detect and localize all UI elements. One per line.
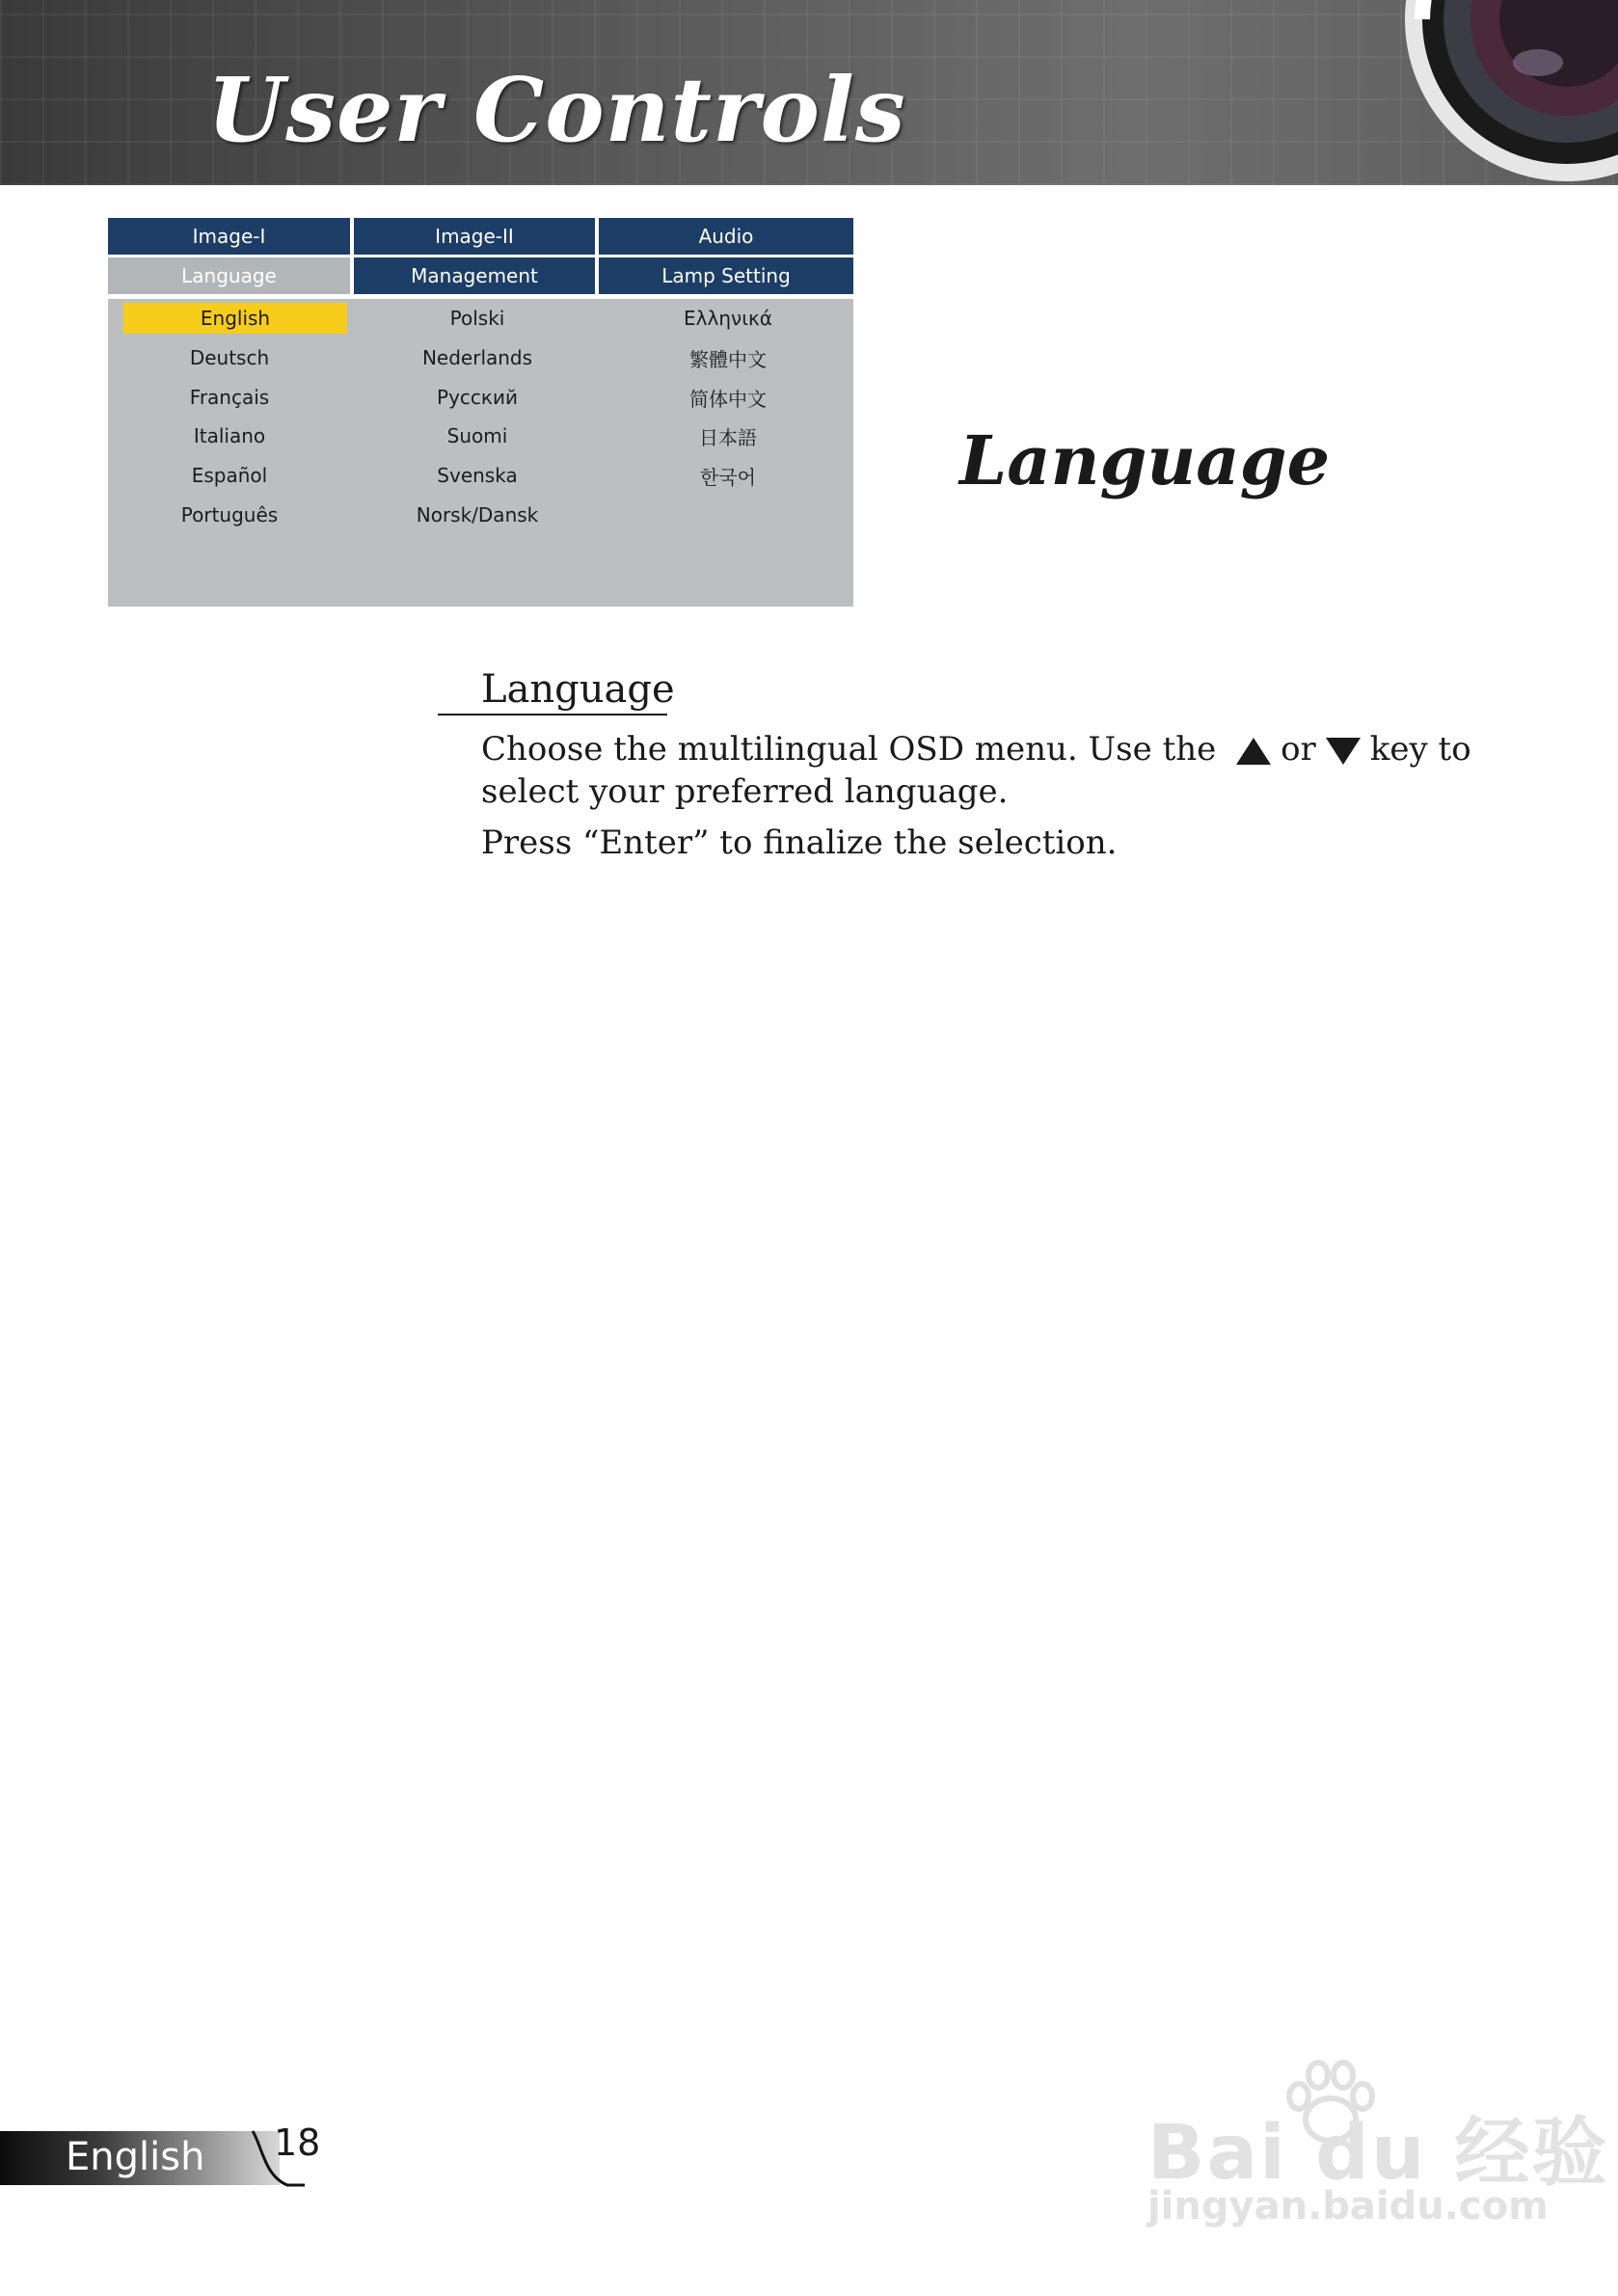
tab-image-1[interactable]: Image-I — [108, 218, 350, 255]
projector-lens-image — [1403, 0, 1618, 183]
description-enter-note: Press “Enter” to finalize the selection. — [481, 824, 1118, 862]
footer-language: English — [66, 2135, 205, 2179]
tab-language[interactable]: Language — [108, 257, 350, 294]
option-traditional-chinese[interactable]: 繁體中文 — [689, 347, 767, 371]
page-number: 18 — [274, 2121, 321, 2164]
option-nederlands[interactable]: Nederlands — [421, 346, 533, 369]
watermark-url: jingyan.baidu.com — [1147, 2184, 1549, 2228]
tab-management[interactable]: Management — [354, 257, 595, 294]
item-heading-label: Language — [481, 667, 675, 712]
option-espanol[interactable]: Español — [191, 464, 268, 487]
description-or: or — [1281, 730, 1316, 769]
option-japanese[interactable]: 日本語 — [699, 425, 757, 449]
option-simplified-chinese[interactable]: 简体中文 — [689, 387, 767, 411]
option-italiano[interactable]: Italiano — [193, 424, 266, 447]
section-title: Language — [959, 420, 1331, 500]
option-francais[interactable]: Français — [189, 386, 270, 409]
option-polski[interactable]: Polski — [449, 307, 505, 330]
option-svenska[interactable]: Svenska — [437, 464, 518, 487]
item-heading — [438, 665, 675, 716]
option-norsk-dansk[interactable]: Norsk/Dansk — [416, 503, 539, 527]
description-paragraph — [481, 728, 1523, 813]
tab-divider — [108, 295, 853, 299]
tab-lamp-setting[interactable]: Lamp Setting — [599, 257, 853, 294]
option-portugues[interactable]: Português — [180, 503, 279, 527]
watermark-brand: Bai du 经验 — [1147, 2110, 1609, 2197]
option-russian[interactable]: Русский — [437, 386, 518, 409]
description-part2: key to select your preferred language. — [481, 730, 1471, 811]
option-english[interactable]: English — [123, 303, 347, 334]
osd-menu — [108, 216, 853, 607]
option-suomi[interactable]: Suomi — [446, 424, 508, 447]
option-deutsch[interactable]: Deutsch — [189, 346, 270, 369]
up-triangle-icon — [1236, 738, 1271, 765]
description-part1: Choose the multilingual OSD menu. Use the — [481, 730, 1217, 769]
option-greek[interactable]: Ελληνικά — [684, 307, 772, 330]
option-korean[interactable]: 한국어 — [700, 465, 756, 489]
tab-image-2[interactable]: Image-II — [354, 218, 595, 255]
header-banner — [0, 0, 1618, 185]
osd-tab-bar — [108, 216, 853, 295]
page-title: User Controls — [207, 58, 906, 162]
down-triangle-icon — [1326, 738, 1361, 765]
tab-audio[interactable]: Audio — [599, 218, 853, 255]
